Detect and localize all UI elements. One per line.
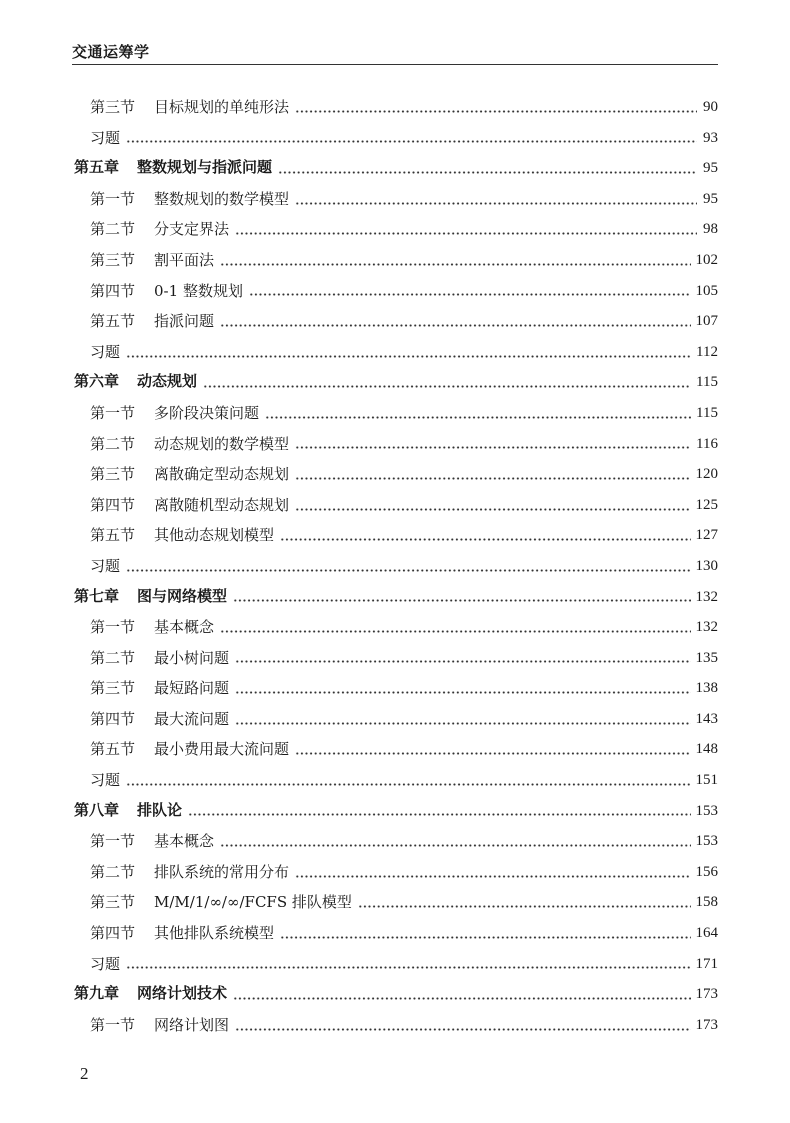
section-label: 第三节	[90, 679, 136, 698]
dot-leader	[220, 630, 690, 633]
dot-leader	[220, 844, 690, 847]
page-ref: 173	[695, 1016, 718, 1033]
toc-section-row[interactable]	[74, 612, 718, 643]
section-label: 第一节	[90, 1015, 136, 1034]
section-label: 第二节	[90, 648, 136, 667]
toc-section-row[interactable]	[74, 704, 718, 735]
section-label: 第一节	[90, 832, 136, 851]
toc-section-row[interactable]	[74, 214, 718, 245]
toc-section-row[interactable]	[74, 520, 718, 551]
section-title: 整数规划的数学模型	[154, 189, 290, 208]
section-title: 目标规划的单纯形法	[154, 98, 290, 116]
toc-chapter-row[interactable]	[74, 582, 718, 613]
toc-section-row[interactable]	[74, 918, 718, 949]
section-label: 第三节	[90, 250, 136, 269]
chapter-label: 第六章	[74, 373, 120, 391]
section-title: 最小费用最大流问题	[154, 740, 290, 759]
section-label: 第五节	[90, 526, 136, 545]
dot-leader	[235, 660, 690, 663]
toc-chapter-row[interactable]	[74, 153, 718, 184]
dot-leader	[233, 997, 690, 1000]
dot-leader	[235, 232, 697, 235]
toc-section-row[interactable]	[74, 459, 718, 490]
chapter-title: 整数规划与指派问题	[137, 159, 273, 177]
exercise-label: 习题	[90, 556, 121, 575]
page-ref: 138	[695, 680, 718, 697]
dot-leader	[126, 783, 690, 786]
section-title: 最短路问题	[154, 679, 230, 698]
dot-leader	[280, 538, 690, 541]
dot-leader	[295, 202, 697, 205]
page-ref: 93	[703, 129, 718, 146]
dot-leader	[235, 691, 690, 694]
section-title: 基本概念	[154, 832, 215, 851]
section-label: 第一节	[90, 618, 136, 637]
section-title: 多阶段决策问题	[154, 403, 260, 422]
section-label: 第三节	[90, 98, 136, 116]
dot-leader	[235, 722, 690, 725]
chapter-title: 排队论	[137, 801, 183, 819]
section-title: 最小树问题	[154, 648, 230, 667]
toc-section-row[interactable]	[74, 490, 718, 521]
page-ref: 173	[695, 986, 718, 1003]
chapter-title: 图与网络模型	[137, 587, 228, 605]
running-head-title: 交通运筹学	[72, 44, 150, 61]
dot-leader	[295, 446, 691, 449]
section-title: 动态规划的数学模型	[154, 434, 290, 453]
toc-section-row[interactable]	[74, 887, 718, 918]
toc-exercise-row[interactable]	[74, 949, 718, 980]
section-label: 第三节	[90, 465, 136, 484]
dot-leader	[295, 752, 690, 755]
page-ref: 135	[695, 649, 718, 666]
page-ref: 115	[696, 404, 718, 421]
dot-leader	[220, 324, 690, 327]
chapter-label: 第八章	[74, 801, 120, 819]
section-title: 离散随机型动态规划	[154, 495, 290, 514]
page-ref: 107	[695, 313, 718, 330]
dot-leader	[233, 599, 690, 602]
dot-leader	[126, 569, 690, 572]
page-ref: 132	[695, 619, 718, 636]
toc-exercise-row[interactable]	[74, 337, 718, 368]
page-ref: 148	[695, 741, 718, 758]
section-title: 0-1 整数规划	[154, 281, 243, 300]
toc-exercise-row[interactable]	[74, 765, 718, 796]
toc-chapter-row[interactable]	[74, 367, 718, 398]
dot-leader	[295, 477, 690, 480]
page-ref: 120	[695, 466, 718, 483]
section-title: 离散确定型动态规划	[154, 465, 290, 484]
page-ref: 116	[696, 435, 718, 452]
page-ref: 153	[695, 833, 718, 850]
toc-section-row[interactable]	[74, 643, 718, 674]
toc-section-row[interactable]	[74, 245, 718, 276]
page-ref: 95	[703, 160, 718, 177]
toc-section-row[interactable]	[74, 306, 718, 337]
header-rule	[72, 64, 718, 65]
section-title: 其他排队系统模型	[154, 924, 275, 943]
dot-leader	[188, 813, 690, 816]
toc-chapter-row[interactable]	[74, 979, 718, 1010]
dot-leader	[203, 385, 691, 388]
section-label: 第二节	[90, 862, 136, 881]
page-ref: 164	[695, 925, 718, 942]
exercise-label: 习题	[90, 128, 121, 147]
page-ref: 127	[695, 527, 718, 544]
section-label: 第一节	[90, 189, 136, 208]
toc-chapter-row[interactable]	[74, 796, 718, 827]
page-ref: 105	[695, 282, 718, 299]
dot-leader	[265, 416, 691, 419]
dot-leader	[278, 171, 697, 174]
toc-exercise-row[interactable]	[74, 123, 718, 154]
toc-exercise-row[interactable]	[74, 551, 718, 582]
section-title: 指派问题	[154, 312, 215, 331]
dot-leader	[126, 140, 697, 143]
section-label: 第二节	[90, 434, 136, 453]
page-ref: 102	[695, 251, 718, 268]
section-title: 网络计划图	[154, 1015, 230, 1034]
section-title: 最大流问题	[154, 709, 230, 728]
exercise-label: 习题	[90, 954, 121, 973]
dot-leader	[295, 110, 697, 113]
toc-section-row[interactable]	[74, 429, 718, 460]
page-ref: 171	[695, 955, 718, 972]
page-ref: 95	[703, 190, 718, 207]
page-ref: 125	[695, 496, 718, 513]
page-number: 2	[80, 1064, 89, 1083]
section-label: 第四节	[90, 924, 136, 943]
section-label: 第四节	[90, 709, 136, 728]
toc-section-row[interactable]	[74, 184, 718, 215]
page-ref: 143	[695, 710, 718, 727]
chapter-label: 第五章	[74, 159, 120, 177]
table-of-contents	[74, 92, 718, 1040]
dot-leader	[295, 875, 690, 878]
exercise-label: 习题	[90, 771, 121, 790]
section-title: 基本概念	[154, 618, 215, 637]
section-label: 第四节	[90, 281, 136, 300]
section-title: 其他动态规划模型	[154, 526, 275, 545]
page-ref: 98	[703, 221, 718, 238]
dot-leader	[280, 936, 690, 939]
chapter-label: 第七章	[74, 587, 120, 605]
chapter-title: 动态规划	[137, 373, 198, 391]
toc-section-row[interactable]	[74, 857, 718, 888]
section-title: 分支定界法	[154, 220, 230, 239]
section-title: 割平面法	[154, 250, 215, 269]
chapter-label: 第九章	[74, 985, 120, 1003]
toc-section-row[interactable]	[74, 734, 718, 765]
toc-section-row[interactable]	[74, 398, 718, 429]
toc-section-row[interactable]	[74, 1010, 718, 1041]
dot-leader	[249, 293, 691, 296]
chapter-title: 网络计划技术	[137, 985, 228, 1003]
toc-section-row[interactable]	[74, 826, 718, 857]
section-label: 第三节	[90, 893, 136, 912]
dot-leader	[358, 905, 691, 908]
toc-section-row[interactable]	[74, 673, 718, 704]
section-label: 第五节	[90, 312, 136, 331]
toc-section-row[interactable]	[74, 92, 718, 123]
dot-leader	[126, 966, 690, 969]
section-label: 第一节	[90, 403, 136, 422]
dot-leader	[220, 263, 690, 266]
exercise-label: 习题	[90, 342, 121, 361]
section-title: M/M/1/∞/∞/FCFS 排队模型	[154, 893, 352, 912]
page-ref: 151	[695, 772, 718, 789]
section-label: 第二节	[90, 220, 136, 239]
page-ref: 153	[695, 802, 718, 819]
page-ref: 158	[695, 894, 718, 911]
toc-section-row[interactable]	[74, 276, 718, 307]
page-ref: 112	[696, 343, 718, 360]
page-ref: 156	[695, 863, 718, 880]
page-ref: 115	[696, 374, 718, 391]
dot-leader	[126, 355, 691, 358]
section-title: 排队系统的常用分布	[154, 862, 290, 881]
dot-leader	[295, 508, 690, 511]
section-label: 第四节	[90, 495, 136, 514]
dot-leader	[235, 1028, 690, 1031]
page-ref: 90	[703, 99, 718, 115]
section-label: 第五节	[90, 740, 136, 759]
page-ref: 132	[695, 588, 718, 605]
page-ref: 130	[695, 557, 718, 574]
